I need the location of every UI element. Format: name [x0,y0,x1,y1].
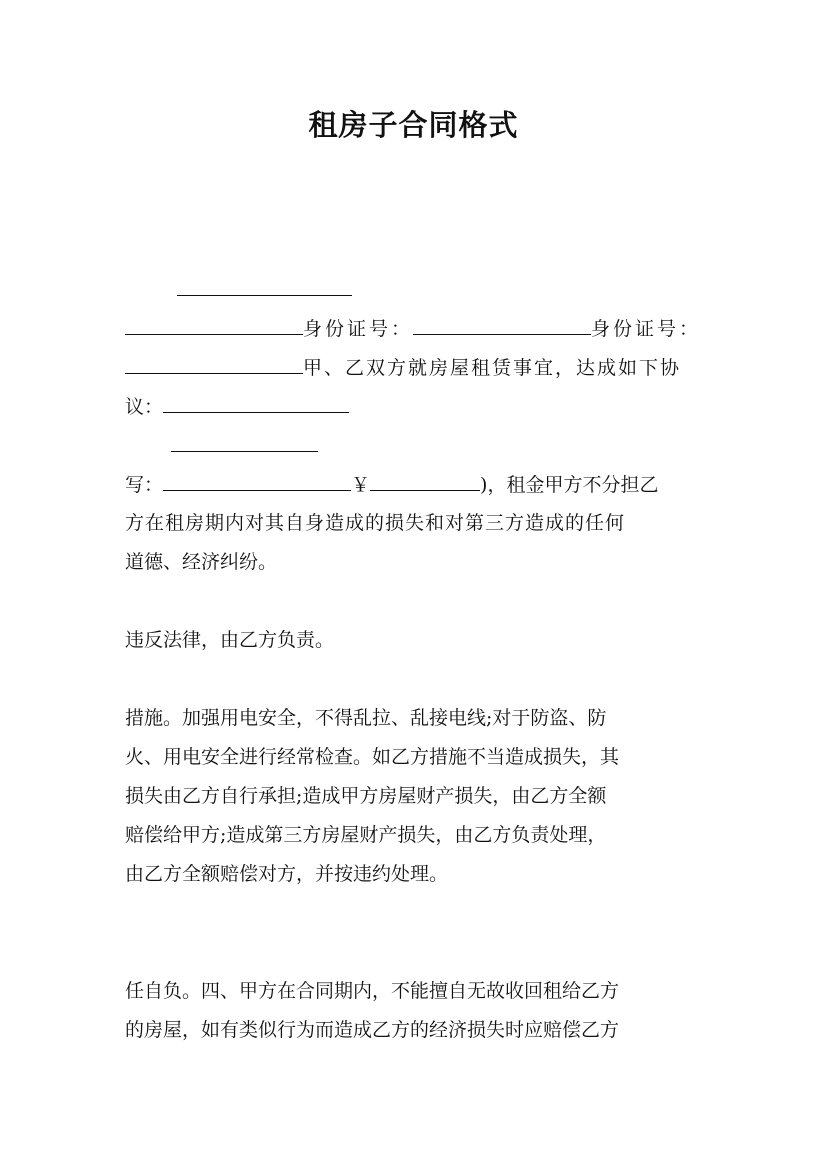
text-line [125,667,751,691]
text-line [125,355,705,380]
text-line [125,901,751,925]
text-segment: 措施。加强用电安全，不得乱拉、乱接电线;对于防盗、防 [125,707,607,729]
text-line [125,745,705,769]
text-segment: 违反法律，由乙方负责。 [125,629,335,651]
text-line [125,316,705,341]
text-line [125,784,705,808]
text-line [125,277,757,308]
text-segment: 甲、乙双方就房屋租赁事宜，达成如下协 [303,357,682,379]
text-segment: 道德、经济纠纷。 [125,551,278,573]
fill-blank [370,472,480,491]
text-line [125,472,705,497]
text-segment: 火、用电安全进行经常检查。如乙方措施不当造成损失，其 [125,746,620,768]
text-segment: 赔偿给甲方;造成第三方房屋财产损失，由乙方负责处理， [125,824,607,846]
text-segment: 的房屋，如有类似行为而造成乙方的经济损失时应赔偿乙方 [125,1019,620,1041]
text-segment: )，租金甲方不分担乙 [480,474,659,496]
document-title: 租房子合同格式 [308,108,519,142]
text-segment: 由乙方全额赔偿对方，并按违约处理。 [125,863,449,885]
subtitle-line [125,199,751,223]
text-line [125,823,705,847]
text-line [125,979,705,1003]
text-line [125,706,705,730]
text-segment: 写： [125,474,164,496]
fill-blank [171,433,318,452]
text-segment: 损失由乙方自行承担;造成甲方房屋财产损失，由乙方全额 [125,785,607,807]
fill-blank [163,472,351,491]
fill-blank [177,277,352,296]
text-line [125,628,705,652]
section-heading [125,238,751,262]
text-line [125,550,705,574]
fill-blank [125,355,303,374]
text-line [125,394,705,419]
text-line [125,433,751,464]
text-line [125,511,705,535]
fill-blank [163,394,349,413]
text-segment: ￥ [351,474,371,496]
text-segment: 议： [125,396,164,418]
text-segment: 任自负。四、甲方在合同期内，不能擅自无故收回租给乙方 [125,980,620,1002]
text-segment: 身份证号： [591,318,702,340]
text-line [125,589,751,613]
text-line [125,862,705,886]
text-segment: 身份证号： [303,318,414,340]
text-line [125,940,751,964]
fill-blank [413,316,591,335]
fill-blank [125,316,303,335]
text-segment: 方在租房期内对其自身造成的损失和对第三方造成的任何 [125,512,626,534]
text-line [125,1018,705,1042]
